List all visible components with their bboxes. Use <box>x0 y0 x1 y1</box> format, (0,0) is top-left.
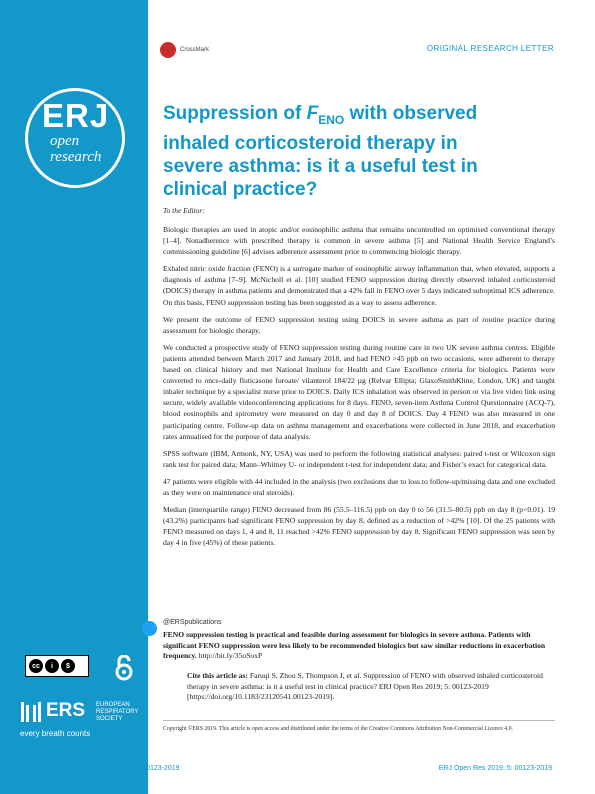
salutation: To the Editor: <box>163 206 205 215</box>
citation-block <box>187 671 555 703</box>
twitter-handle[interactable]: @ERSpublications <box>163 619 222 626</box>
tweet-summary: FENO suppression testing is practical and feasible during assessment for biologics in severe asthma. Patients with significant FENO suppression were less likely to be recommended biologics but saw similar reductions in exacerbation frequency. <box>163 630 546 660</box>
footer-doi-link[interactable]: https://doi.org/10.1183/23120541.00123-2019 <box>38 765 180 772</box>
paragraph: We conducted a prospective study of FENO suppression testing during routine care in two UK severe asthma centres. Eligible patients attended between March 2017 and January 2018, and had FENO >45 ppb on two occasions, were adherent to therapy based on clinical history and met National Institute for Health and Care Excellence criteria for biologics. Patients were converted to once-daily fluticasone furoate/ vilanterol 184/22 µg (Relvar Ellipta; GlaxoSmithKline, London, UK) and taught inhaler technique by a specialist nurse prior to DOICS. Daily ICS inhalation was observed in person or via live video link using secure, widely available videoconferencing applications for 8 days. FENO, seven-item Asthma Control Questionnaire (ACQ-7), blood eosinophils and spirometry were measured on day 0 and day 8 of DOICS. Day 4 FENO was also measured in one participating centre. Follow-up data on asthma management and exacerbations were collected in June 2018, and exacerbation rates annualised for the purpose of data analysis. <box>163 342 555 441</box>
paragraph: We present the outcome of FENO suppression testing using DOICS in severe asthma as part of routine practice during assessment for biologic therapy. <box>163 314 555 335</box>
ers-abbr: ERS <box>46 700 86 721</box>
paragraph: 47 patients were eligible with 44 included in the analysis (two exclusions due to loss to follow-up/missing data and one excluded as they were on maintenance oral steroids). <box>163 476 555 497</box>
paragraph: Biologic therapies are used in atopic and/or eosinophilic asthma that remains uncontrolled on optimised conventional therapy [1–4]. Nonadherence with prescribed therapy is common in severe asthma [5] and National Health Service England’s commissioning guideline [6] advises adherence assessment prior to commencing biologic therapy. <box>163 225 555 257</box>
tweet-text <box>163 630 555 661</box>
tweet-link[interactable]: http://bit.ly/35oSoxP <box>198 650 263 660</box>
journal-sub-research: research <box>50 149 102 165</box>
journal-sidebar <box>0 0 148 794</box>
ers-tagline: every breath counts <box>20 729 91 738</box>
tweet-box <box>163 618 555 661</box>
journal-sub-open: open <box>50 133 80 149</box>
nc-icon: $ <box>61 659 75 673</box>
cite-label: Cite this article as: <box>187 671 248 680</box>
copyright-notice: Copyright ©ERS 2019. This article is open access and distributed under the terms of the Creative Commons Attribution Non-Commercial Licence 4.0. <box>163 720 555 733</box>
cite-text: Faruqi S, Zhou S, Thompson J, et al. Suppression of FENO with observed inhaled corticosteroid therapy in severe asthma: is it a useful test in clinical practice? ERJ Open Res 2019; 5: 00123-2019 [https://doi.org/10.1183/23120541.00123-2019]. <box>187 671 543 702</box>
paragraph: Exhaled nitric oxide fraction (FENO) is a surrogate marker of eosinophilic airway inflammation that, when elevated, supports a diagnosis of asthma [7–9]. McNicholl et al. [10] studied FENO suppression during directly observed inhaled corticosteroid (DOICS) therapy in asthma patients and demonstrated that a 42% fall in FENO over 5 days indicated suboptimal ICS adherence. On this basis, FENO suppression testing has been suggested as a way to assess adherence. <box>163 264 555 307</box>
journal-sub <box>50 133 101 165</box>
article-title: Suppression of $F_{ENO}$ with observed inhaled corticosteroid therapy in severe asthma: is it a useful test in clinical practice? <box>163 103 478 200</box>
ers-name: EUROPEAN RESPIRATORY SOCIETY <box>96 702 139 722</box>
article-body <box>163 224 555 554</box>
footer-citation: ERJ Open Res 2019; 5: 00123-2019 <box>438 765 552 772</box>
cc-license-badge[interactable] <box>25 655 89 677</box>
cc-icon: cc <box>29 659 43 673</box>
paragraph: SPSS software (IBM, Armonk, NY, USA) was used to perform the following statistical analyses: paired t-test or Wilcoxon sign rank test for paired data; Mann–Whitney U- or independent t-test for independent data; and Fisher’s exact for categorical data. <box>163 448 555 469</box>
paragraph: Median (interquartile range) FENO decreased from 86 (55.5–116.5) ppb on day 0 to 56 (31.5–80.5) ppb on day 8 (p<0.01). 19 (43.2%) participants had significant FENO suppression by day 8, defined as a reduction of >42% [10]. Of the 25 patients with FENO measured on days 1, 4 and 8, 11 reached >42% FENO suppression by day 8. Significant FENO suppression was seen by day 4 in five (45%) of these patients. <box>163 505 555 548</box>
crossmark-badge[interactable] <box>160 42 209 58</box>
crossmark-icon <box>160 42 176 58</box>
article-type: ORIGINAL RESEARCH LETTER <box>426 44 554 53</box>
journal-abbr: ERJ <box>42 97 110 134</box>
by-icon: i <box>45 659 59 673</box>
erj-open-research-logo <box>25 88 125 188</box>
crossmark-label: CrossMark <box>180 47 210 53</box>
lungs-icon <box>20 700 42 724</box>
open-access-icon <box>114 655 134 681</box>
twitter-icon <box>142 621 157 636</box>
